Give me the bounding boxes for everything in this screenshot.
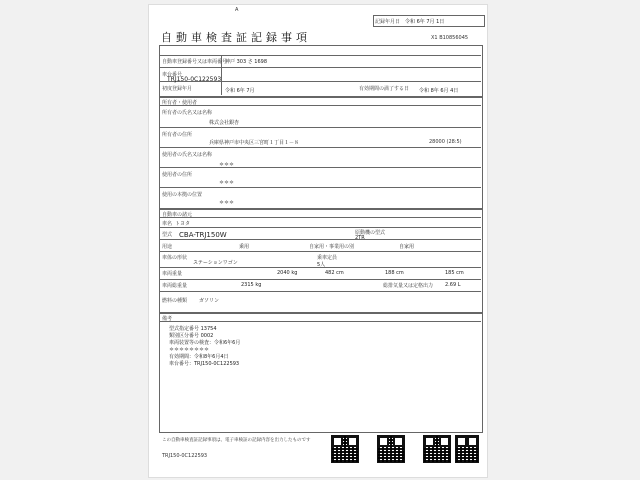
issue-date-box xyxy=(373,15,485,27)
notes-line: ＊＊＊＊＊＊＊＊ xyxy=(169,347,210,353)
maker-label: 車名 xyxy=(162,221,173,227)
base-value: ＊＊＊ xyxy=(219,200,235,206)
type-label: 型式 xyxy=(162,232,173,238)
footer-code: TRJ150-0C122593 xyxy=(162,453,208,459)
gross-label: 車両総重量 xyxy=(162,283,188,289)
issue-date-label: 記録年月日 xyxy=(375,19,401,25)
shape-label: 車体の形状 xyxy=(162,255,188,261)
purpose-label: 自家用・事業用の別 xyxy=(309,244,355,250)
vin-label: 車台番号 xyxy=(162,72,183,78)
use-label: 用途 xyxy=(162,244,173,250)
row-line xyxy=(159,239,481,240)
capacity-value: 5人 xyxy=(317,262,326,268)
user-name-label: 使用者の氏名又は名称 xyxy=(162,152,213,158)
row-line xyxy=(159,105,481,106)
weight-value: 2040 kg xyxy=(277,270,298,276)
doc-number: X1 B10856045 xyxy=(431,35,469,41)
notes-line: 類別区分番号 0002 xyxy=(169,333,214,339)
width-value: 188 cm xyxy=(385,270,404,276)
notes-line: 有効期間：令和8年6月4日 xyxy=(169,354,229,360)
footer-note: この自動車検査証記録事項は、電子車検証の記録内容を出力したものです xyxy=(162,438,311,443)
fuel-value: ガソリン xyxy=(199,298,220,304)
row-line xyxy=(159,291,481,292)
use-value: 乗用 xyxy=(239,244,250,250)
notes-label: 備考 xyxy=(162,316,173,322)
document-page xyxy=(148,4,488,478)
displacement-value: 2.69 L xyxy=(445,282,461,288)
length-value: 482 cm xyxy=(325,270,344,276)
user-name-value: ＊＊＊ xyxy=(219,162,235,168)
qr-code-icon xyxy=(423,435,451,463)
shape-value: ステーションワゴン xyxy=(193,260,238,266)
capacity-label: 乗車定員 xyxy=(317,255,338,261)
gross-value: 2315 kg xyxy=(241,282,262,288)
notes-line: 型式指定番号 13754 xyxy=(169,326,217,332)
qr-code-icon xyxy=(455,435,479,463)
qr-code-icon xyxy=(331,435,359,463)
weight-label: 車両重量 xyxy=(162,271,183,277)
displacement-label: 総排気量又は定格出力 xyxy=(383,283,434,289)
row-line xyxy=(159,167,481,168)
owner-name-value: 株式会社銀杏 xyxy=(209,120,240,126)
purpose-value: 自家用 xyxy=(399,244,415,250)
first-reg-label: 初度登録年月 xyxy=(162,86,193,92)
header-mark: A xyxy=(235,7,239,13)
engine-value: 2TR xyxy=(355,235,365,241)
page-title: 自動車検査証記録事項 xyxy=(161,31,311,44)
row-line xyxy=(159,67,481,68)
owner-code: 28000 (28:5) xyxy=(429,139,462,145)
expiry-label: 有効期間の満了する日 xyxy=(359,86,410,92)
row-line xyxy=(159,147,481,148)
owner-section-label: 所有者・使用者 xyxy=(162,100,198,106)
first-reg-value: 令和 6年 7月 xyxy=(225,88,255,94)
owner-addr-value: 兵庫県神戸市中央区三宮町１丁目１－８ xyxy=(209,140,300,146)
base-label: 使用の本拠の位置 xyxy=(162,192,203,198)
expiry-value: 令和 8年 6月 4日 xyxy=(419,88,459,94)
notes-line: 車台番号：TRJ150-0C122593 xyxy=(169,361,240,367)
issue-date: 令和 6年 7月 1日 xyxy=(405,19,445,25)
row-line xyxy=(159,321,481,322)
specs-section-label: 自動車の諸元 xyxy=(162,212,193,218)
engine-label: 原動機の型式 xyxy=(355,230,386,236)
qr-code-icon xyxy=(377,435,405,463)
user-addr-value: ＊＊＊ xyxy=(219,180,235,186)
height-value: 185 cm xyxy=(445,270,464,276)
row-line xyxy=(159,217,481,218)
row-line xyxy=(159,187,481,188)
user-addr-label: 使用者の住所 xyxy=(162,172,193,178)
fuel-label: 燃料の種類 xyxy=(162,298,188,304)
notes-line: 車両装置等の検査：令和6年6月 xyxy=(169,340,241,346)
owner-name-label: 所有者の氏名又は名称 xyxy=(162,110,213,116)
row-line xyxy=(159,267,481,268)
row-line xyxy=(159,227,481,228)
vin-value: TRJ150-0C122593 xyxy=(167,76,222,83)
owner-addr-label: 所有者の住所 xyxy=(162,132,193,138)
reg-label: 自動車登録番号又は車両番号 xyxy=(162,59,228,65)
row-line xyxy=(159,55,481,56)
maker-value: トヨタ xyxy=(175,221,191,227)
row-line xyxy=(159,251,481,252)
type-value: CBA-TRJ150W xyxy=(179,231,227,239)
reg-value: 神戸 303 さ 1698 xyxy=(225,59,268,65)
row-line xyxy=(159,127,481,128)
row-line xyxy=(159,279,481,280)
